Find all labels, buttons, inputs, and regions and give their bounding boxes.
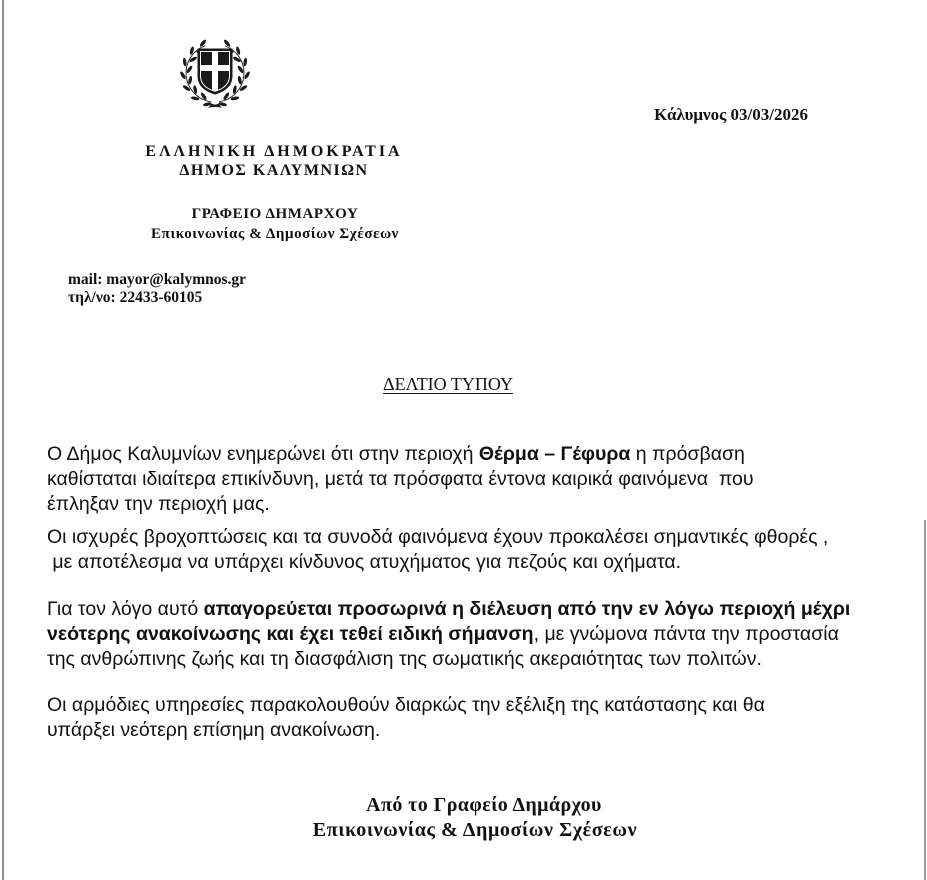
laurel-leaf (243, 57, 248, 66)
date-line: Κάλυμνος 03/03/2026 (654, 105, 808, 124)
paragraph-text: η πρόσβαση (630, 443, 745, 465)
paragraph-text: Για τον λόγο αυτό (47, 598, 204, 620)
paragraph-line (47, 597, 850, 622)
laurel-leaf (235, 46, 241, 55)
body-paragraph (47, 442, 754, 517)
issuer-municipality: ΔΗΜΟΣ ΚΑΛΥΜΝΙΩΝ (179, 162, 369, 179)
paragraph-bold-text: απαγορεύεται προσωρινά η διέλευση από την εν λόγω περιοχή μέχρι (203, 598, 851, 620)
paragraph-line: με αποτέλεσμα να υπάρχει κίνδυνος ατυχήματος για πεζούς και οχήματα. (47, 551, 682, 573)
paragraph-text: , με γνώμονα πάντα την προστασία (533, 623, 839, 645)
shield-cross-horizontal (200, 65, 230, 71)
paragraph-line: καθίσταται ιδιαίτερα επικίνδυνη, μετά τα πρόσφατα έντονα καιρικά φαινόμενα που (47, 468, 754, 490)
greek-coat-of-arms-icon (178, 36, 252, 110)
paragraph-line (47, 442, 754, 467)
paragraph-line: υπάρξει νεότερη επίσημη ανακοίνωση. (47, 719, 381, 741)
body-paragraph (47, 693, 765, 743)
paragraph-text: Ο Δήμος Καλυμνίων ενημερώνει ότι στην περιοχή (47, 443, 479, 465)
body-paragraph (47, 597, 850, 672)
paragraph-line: Οι αρμόδιες υπηρεσίες παρακολουθούν διαρκώς την εξέλιξη της κατάστασης και θα (47, 694, 765, 716)
paragraph-line: έπληξαν την περιοχή μας. (47, 493, 270, 515)
paragraph-bold-text: Θέρμα – Γέφυρα (478, 443, 631, 465)
issuer-department: Επικοινωνίας & Δημοσίων Σχέσεων (151, 226, 399, 242)
laurel-leaf (182, 57, 187, 66)
scan-border-left (2, 0, 4, 880)
laurel-leaf (237, 76, 242, 85)
paragraph-line: της ανθρώπινης ζωής και τη διασφάλιση της σωματικής ακεραιότητας των πολιτών. (47, 648, 762, 670)
paragraph-line: Οι ισχυρές βροχοπτώσεις και τα συνοδά φαινόμενα έχουν προκαλέσει σημαντικές φθορές , (47, 526, 829, 548)
issuer-office: ΓΡΑΦΕΙΟ ΔΗΜΑΡΧΟΥ (191, 206, 359, 222)
press-release-heading: ΔΕΛΤΙΟ ΤΥΠΟΥ (383, 374, 513, 394)
contact-phone: τηλ/νο: 22433-60105 (68, 289, 203, 306)
issuer-country: ΕΛΛΗΝΙΚΗ ΔΗΜΟΚΡΑΤΙΑ (145, 143, 403, 160)
laurel-leaf (243, 71, 250, 80)
laurel-leaf (179, 71, 186, 80)
body-paragraph (47, 525, 828, 575)
contact-mail: mail: mayor@kalymnos.gr (68, 271, 247, 288)
signature-office: Από το Γραφείο Δημάρχου (366, 794, 602, 816)
laurel-leaf (189, 46, 195, 55)
paragraph-line (47, 622, 850, 647)
signature-department: Επικοινωνίας & Δημοσίων Σχέσεων (312, 819, 638, 841)
paragraph-bold-text: νεότερης ανακοίνωσης και έχει τεθεί ειδική σήμανση (47, 623, 534, 645)
scan-border-right (924, 520, 926, 880)
laurel-leaf (188, 76, 193, 85)
